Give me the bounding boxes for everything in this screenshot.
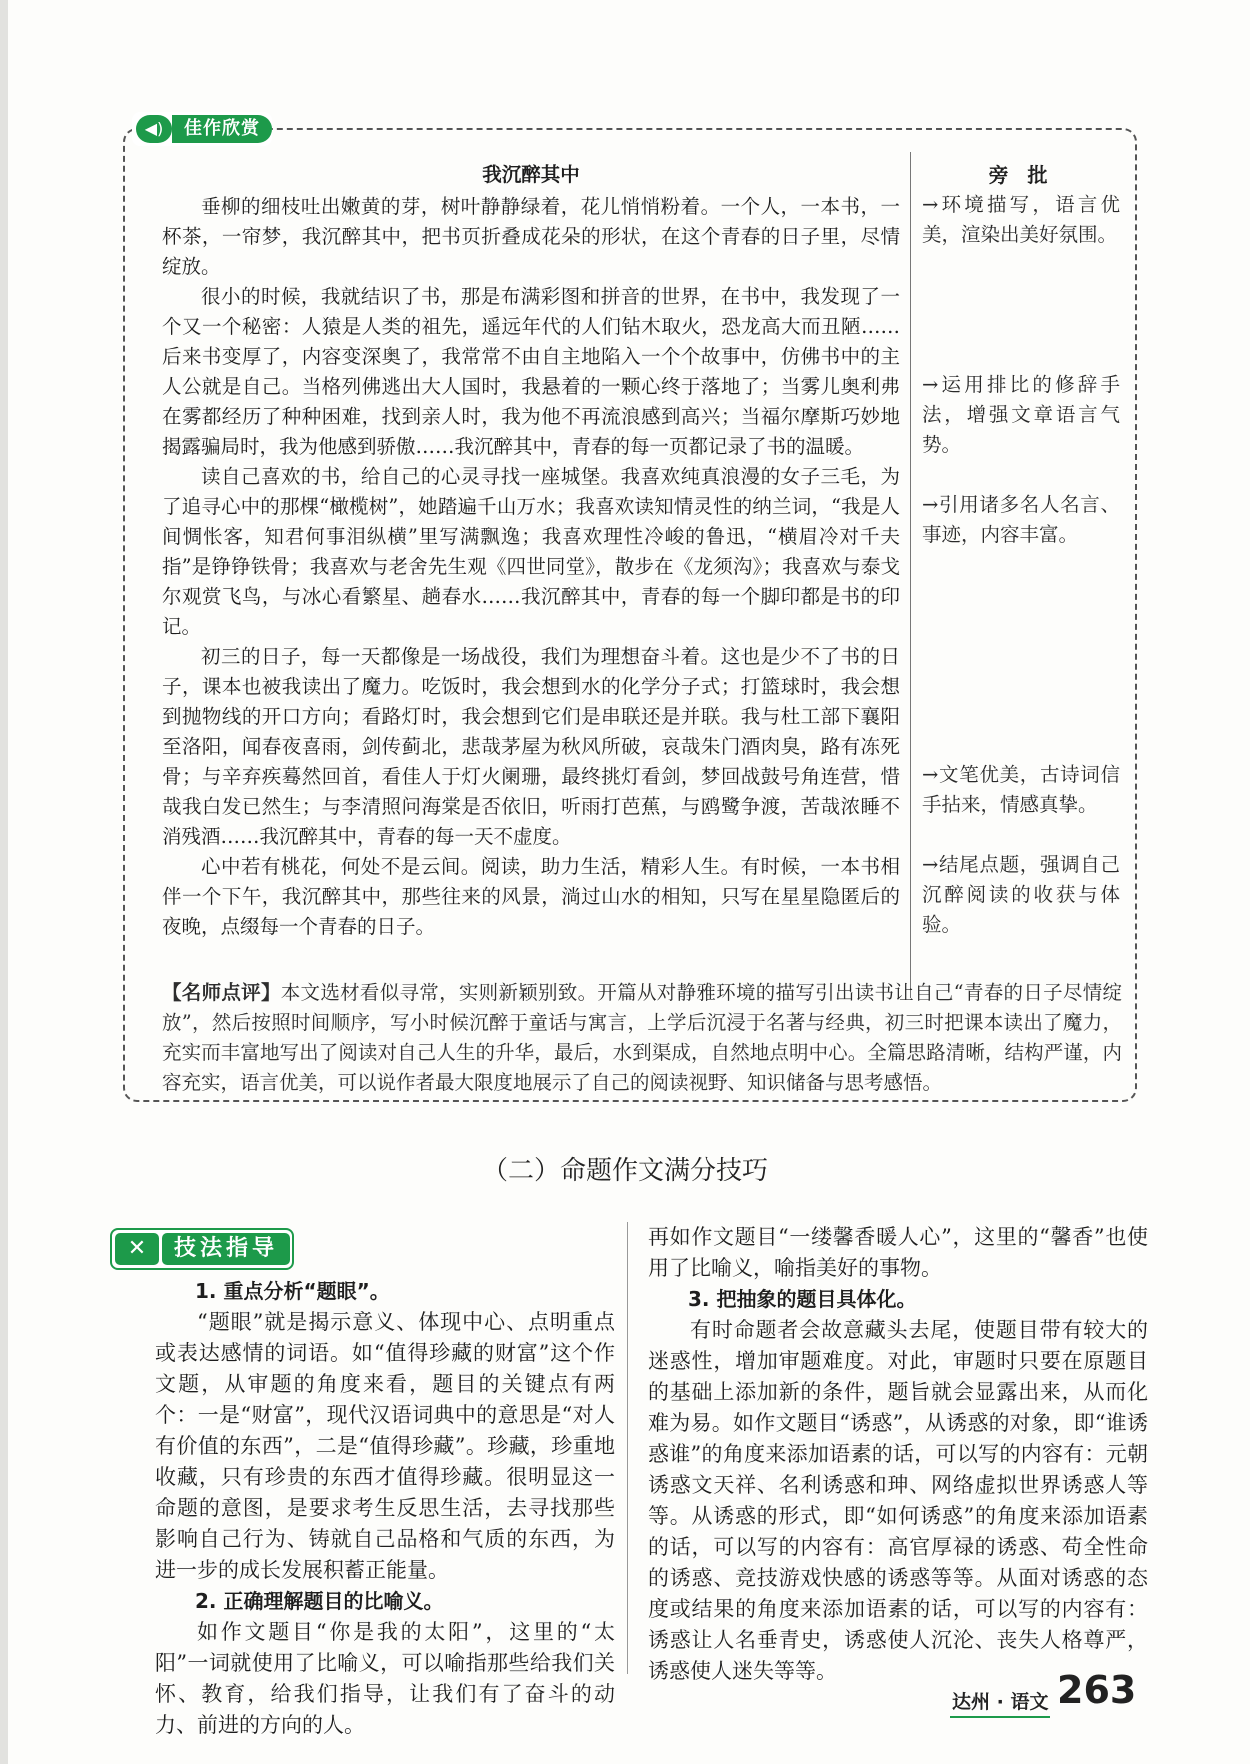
footer-line xyxy=(950,1716,1050,1718)
essay-paragraph: 初三的日子，每一天都像是一场战役，我们为理想奋斗着。这也是少不了书的日子，课本也被我读出了魔力。吃饭时，我会想到水的化学分子式；打篮球时，我会想到抛物线的开口方向；看路灯时，我会想到它们是串联还是并联。我与杜工部下襄阳至洛阳，闻春夜喜雨，剑传蓟北，悲哉茅屋为秋风所破，哀哉朱门酒肉臭，路有冻死骨；与辛弃疾蓦然回首，看佳人于灯火阑珊，最终挑灯看剑，梦回战鼓号角连营，惜哉我白发已然生；与李清照问海棠是否依旧，听雨打芭蕉，与鸥鹭争渡，苦哉浓睡不消残酒……我沉醉其中，青春的每一天不虚度。 xyxy=(162,645,900,848)
margin-notes-title: 旁 批 xyxy=(988,163,1054,187)
margin-note: →运用排比的修辞手法，增强文章语言气势。 xyxy=(922,373,1120,456)
teacher-comment xyxy=(162,978,1122,1098)
speaker-icon: ◀) xyxy=(136,115,172,143)
essay-body xyxy=(162,160,900,942)
teacher-comment-text: 本文选材看似寻常，实则新颖别致。开篇从对静雅环境的描写引出读书让自己“青春的日子尽情绽放”，然后按照时间顺序，写小时候沉醉于童话与寓言，上学后沉浸于名著与经典，初三时把课本读出了魔力，充实而丰富地写出了阅读对自己人生的升华，最后，水到渠成，自然地点明中心。全篇思路清晰，结构严谨，内容充实，语言优美，可以说作者最大限度地展示了自己的阅读视野、知识储备与思考感悟。 xyxy=(162,981,1122,1094)
margin-note: →环境描写，语言优美，渲染出美好氛围。 xyxy=(922,193,1120,246)
essay-paragraph: 心中若有桃花，何处不是云间。阅读，助力生活，精彩人生。有时候，一本书相伴一个下午，我沉醉其中，那些往来的风景，淌过山水的相知，只写在星星隐匿后的夜晚，点缀每一个青春的日子。 xyxy=(162,855,900,938)
tip-heading: 3. 把抽象的题目具体化。 xyxy=(688,1287,917,1311)
teacher-comment-label: 【名师点评】 xyxy=(162,981,281,1004)
tip-paragraph: 再如作文题目“一缕馨香暖人心”，这里的“馨香”也使用了比喻义，喻指美好的事物。 xyxy=(648,1225,1148,1280)
essay-paragraph: 很小的时候，我就结识了书，那是布满彩图和拼音的世界，在书中，我发现了一个又一个秘密：人猿是人类的祖先，遥远年代的人们钻木取火，恐龙高大而丑陋……后来书变厚了，内容变深奥了，我常常不由自主地陷入一个个故事中，仿佛书中的主人公就是自己。当格列佛逃出大人国时，我悬着的一颗心终于落地了；当雾儿奥利弗在雾都经历了种种困难，找到亲人时，我为他不再流浪感到高兴；当福尔摩斯巧妙地揭露骗局时，我为他感到骄傲……我沉醉其中，青春的每一页都记录了书的温暖。 xyxy=(162,285,900,458)
essay-tag xyxy=(132,112,272,146)
tip-paragraph: 有时命题者会故意藏头去尾，使题目带有较大的迷惑性，增加审题难度。对此，审题时只要在原题目的基础上添加新的条件，题旨就会显露出来，从而化难为易。如作文题目“诱惑”，从诱惑的对象，即“谁诱惑谁”的角度来添加语素的话，可以写的内容有：元朝诱惑文天祥、名利诱惑和珅、网络虚拟世界诱惑人等等。从诱惑的形式，即“如何诱惑”的角度来添加语素的话，可以写的内容有：高官厚禄的诱惑、苟全性命的诱惑、竞技游戏快感的诱惑等等。从面对诱惑的态度或结果的角度来添加语素的话，可以写的内容有：诱惑让人名垂青史，诱惑使人沉沦、丧失人格尊严，诱惑使人迷失等等。 xyxy=(648,1318,1148,1683)
page-number: 263 xyxy=(1057,1668,1137,1712)
section-title: （二）命题作文满分技巧 xyxy=(481,1156,768,1186)
essay-title: 我沉醉其中 xyxy=(482,163,580,186)
tip-paragraph: 如作文题目“你是我的太阳”，这里的“太阳”一词就使用了比喻义，可以喻指那些给我们关怀、教育，给我们指导，让我们有了奋斗的动力、前进的方向的人。 xyxy=(155,1620,615,1737)
tips-tag xyxy=(110,1228,294,1270)
margin-note: →结尾点题，强调自己沉醉阅读的收获与体验。 xyxy=(922,853,1120,936)
essay-tag-label: 佳作欣赏 xyxy=(172,115,272,143)
essay-paragraph: 读自己喜欢的书，给自己的心灵寻找一座城堡。我喜欢纯真浪漫的女子三毛，为了追寻心中的那棵“橄榄树”，她踏遍千山万水；我喜欢读知情灵性的纳兰词，“我是人间惆怅客，知君何事泪纵横”里写满飘逸；我喜欢理性冷峻的鲁迅，“横眉冷对千夫指”是铮铮铁骨；我喜欢与老舍先生观《四世同堂》，散步在《龙须沟》；我喜欢与泰戈尔观赏飞鸟，与冰心看繁星、趟春水……我沉醉其中，青春的每一个脚印都是书的印记。 xyxy=(162,465,900,638)
tip-paragraph: “题眼”就是揭示意义、体现中心、点明重点或表达感情的词语。如“值得珍藏的财富”这个作文题，从审题的角度来看，题目的关键点有两个：一是“财富”，现代汉语词典中的意思是“对人有价值的东西”，二是“值得珍藏”。珍藏，珍重地收藏，只有珍贵的东西才值得珍藏。很明显这一命题的意图，是要求考生反思生活，去寻找那些影响自己行为、铸就自己品格和气质的东西，为进一步的成长发展积蓄正能量。 xyxy=(155,1310,615,1582)
column-divider xyxy=(627,1222,628,1674)
margin-divider xyxy=(910,152,911,998)
page-edge xyxy=(0,0,8,1764)
margin-note: →文笔优美，古诗词信手拈来，情感真挚。 xyxy=(922,763,1120,816)
tips-tag-label: 技法指导 xyxy=(162,1233,290,1265)
tips-right-column xyxy=(648,1222,1148,1687)
tip-heading: 2. 正确理解题目的比喻义。 xyxy=(195,1589,444,1613)
essay-paragraph: 垂柳的细枝吐出嫩黄的芽，树叶静静绿着，花儿悄悄粉着。一个人，一本书，一杯茶，一帘梦，我沉醉其中，把书页折叠成花朵的形状，在这个青春的日子里，尽情绽放。 xyxy=(162,195,900,278)
margin-note: →引用诸多名人名言、事迹，内容丰富。 xyxy=(922,493,1120,546)
arrows-icon: ✕ xyxy=(115,1233,159,1265)
tips-left-column xyxy=(155,1276,615,1741)
tip-heading: 1. 重点分析“题眼”。 xyxy=(195,1279,390,1303)
footer-region: 达州 · 语文 xyxy=(952,1691,1049,1713)
